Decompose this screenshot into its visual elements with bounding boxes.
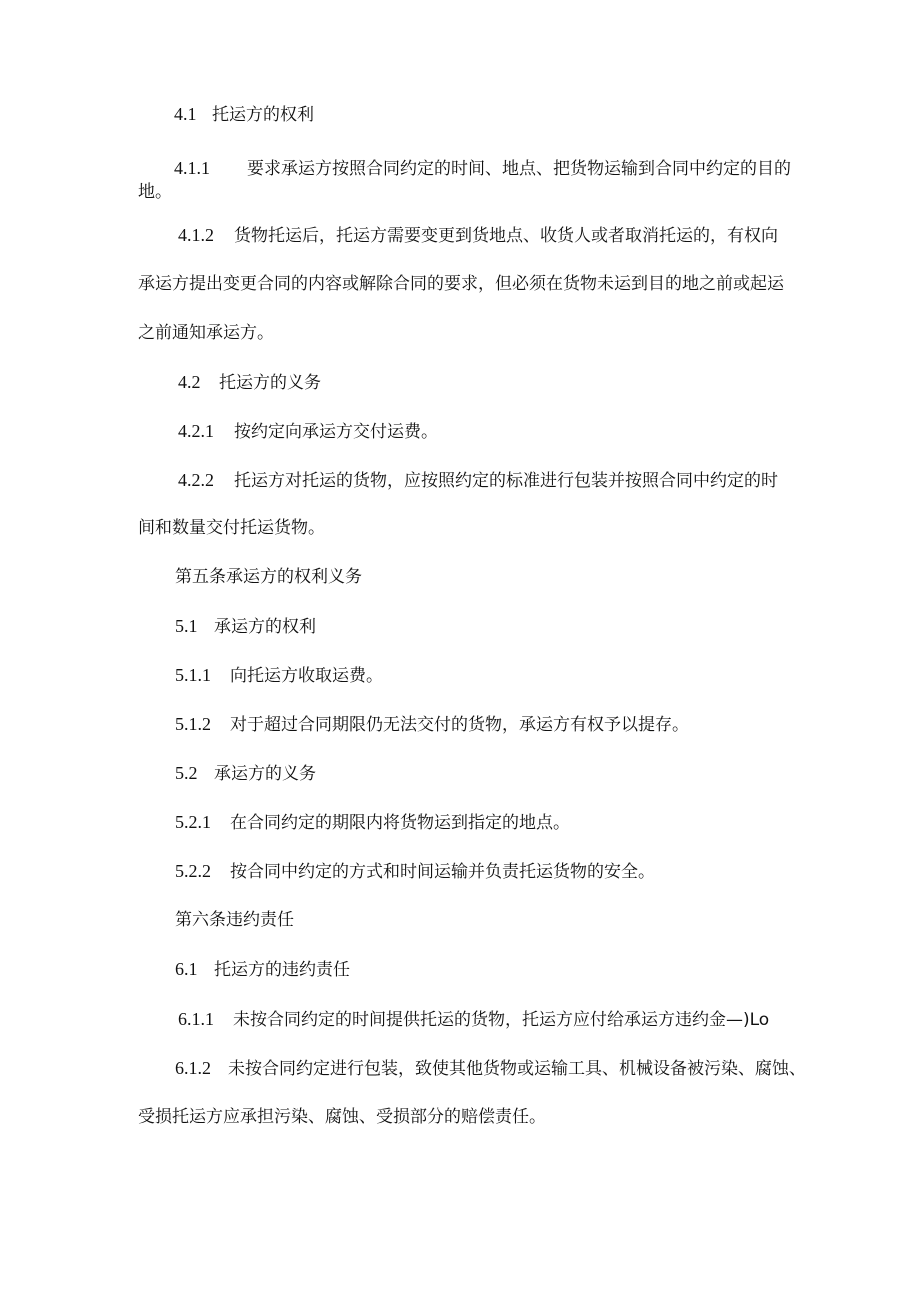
- section-number: 5.1: [175, 616, 198, 636]
- clause-text: 按合同中约定的方式和时间运输并负责托运货物的安全。: [230, 862, 655, 882]
- clause-number: 6.1.2: [175, 1058, 211, 1078]
- clause-text: 向托运方收取运费。: [230, 666, 383, 686]
- clause-text: 未按合同约定的时间提供托运的货物，托运方应付给承运方违约金—)Lo: [233, 1010, 770, 1030]
- clause-text: 要求承运方按照合同约定的时间、地点、把货物运输到合同中约定的目的: [247, 159, 791, 179]
- clause-text-continued: 受损托运方应承担污染、腐蚀、受损部分的赔偿责任。: [138, 1107, 546, 1127]
- article-6-heading: [175, 909, 294, 931]
- clause-number: 4.2.1: [178, 421, 214, 441]
- clause-number: 4.1.1: [174, 158, 210, 178]
- clause-text: 货物托运后，托运方需要变更到货地点、收货人或者取消托运的，有权向: [234, 226, 778, 246]
- heading-5-2: [175, 762, 316, 785]
- clause-4-1-1: [174, 157, 791, 180]
- clause-5-1-1: [175, 664, 383, 687]
- heading-5-1: [175, 615, 316, 638]
- clause-6-1-1: [178, 1008, 769, 1031]
- clause-5-1-2: [175, 713, 689, 736]
- section-title: 托运方的义务: [219, 373, 321, 393]
- clause-4-1-2-continuation-1: [138, 273, 784, 295]
- clause-text-continued: 承运方提出变更合同的内容或解除合同的要求，但必须在货物未运到目的地之前或起运: [138, 274, 784, 294]
- section-title: 托运方的违约责任: [214, 960, 350, 980]
- clause-text-continued: 之前通知承运方。: [138, 323, 274, 343]
- section-title: 托运方的权利: [212, 105, 314, 125]
- clause-text-continued: 间和数量交付托运货物。: [138, 518, 325, 538]
- clause-4-1-1-continuation: [138, 181, 172, 203]
- section-number: 5.2: [175, 763, 198, 783]
- clause-text: 按约定向承运方交付运费。: [234, 422, 438, 442]
- clause-text: 对于超过合同期限仍无法交付的货物，承运方有权予以提存。: [230, 715, 689, 735]
- clause-text: 托运方对托运的货物，应按照约定的标准进行包装并按照合同中约定的时: [234, 471, 778, 491]
- article-5-heading: [175, 566, 362, 588]
- clause-number: 5.1.2: [175, 714, 211, 734]
- clause-number: 5.1.1: [175, 665, 211, 685]
- clause-number: 5.2.1: [175, 812, 211, 832]
- clause-text: 未按合同约定进行包装，致使其他货物或运输工具、机械设备被污染、腐蚀、: [228, 1059, 806, 1079]
- section-number: 6.1: [175, 959, 198, 979]
- clause-number: 5.2.2: [175, 861, 211, 881]
- clause-4-1-2: [178, 224, 778, 247]
- clause-6-1-2: [175, 1057, 806, 1080]
- clause-4-2-2-continuation: [138, 517, 325, 539]
- section-number: 4.1: [174, 104, 197, 124]
- heading-4-1: [174, 103, 314, 126]
- section-number: 4.2: [178, 372, 201, 392]
- clause-6-1-2-continuation: [138, 1106, 546, 1128]
- clause-4-1-2-continuation-2: [138, 322, 274, 344]
- article-title: 第五条承运方的权利义务: [175, 567, 362, 587]
- clause-text-continued: 地。: [138, 182, 172, 202]
- clause-number: 6.1.1: [178, 1009, 214, 1029]
- clause-text: 在合同约定的期限内将货物运到指定的地点。: [230, 813, 570, 833]
- clause-5-2-2: [175, 860, 655, 883]
- section-title: 承运方的义务: [214, 764, 316, 784]
- heading-6-1: [175, 958, 350, 981]
- clause-number: 4.1.2: [178, 225, 214, 245]
- clause-4-2-1: [178, 420, 438, 443]
- heading-4-2: [178, 371, 321, 394]
- clause-5-2-1: [175, 811, 570, 834]
- section-title: 承运方的权利: [214, 617, 316, 637]
- article-title: 第六条违约责任: [175, 910, 294, 930]
- clause-4-2-2: [178, 469, 778, 492]
- clause-number: 4.2.2: [178, 470, 214, 490]
